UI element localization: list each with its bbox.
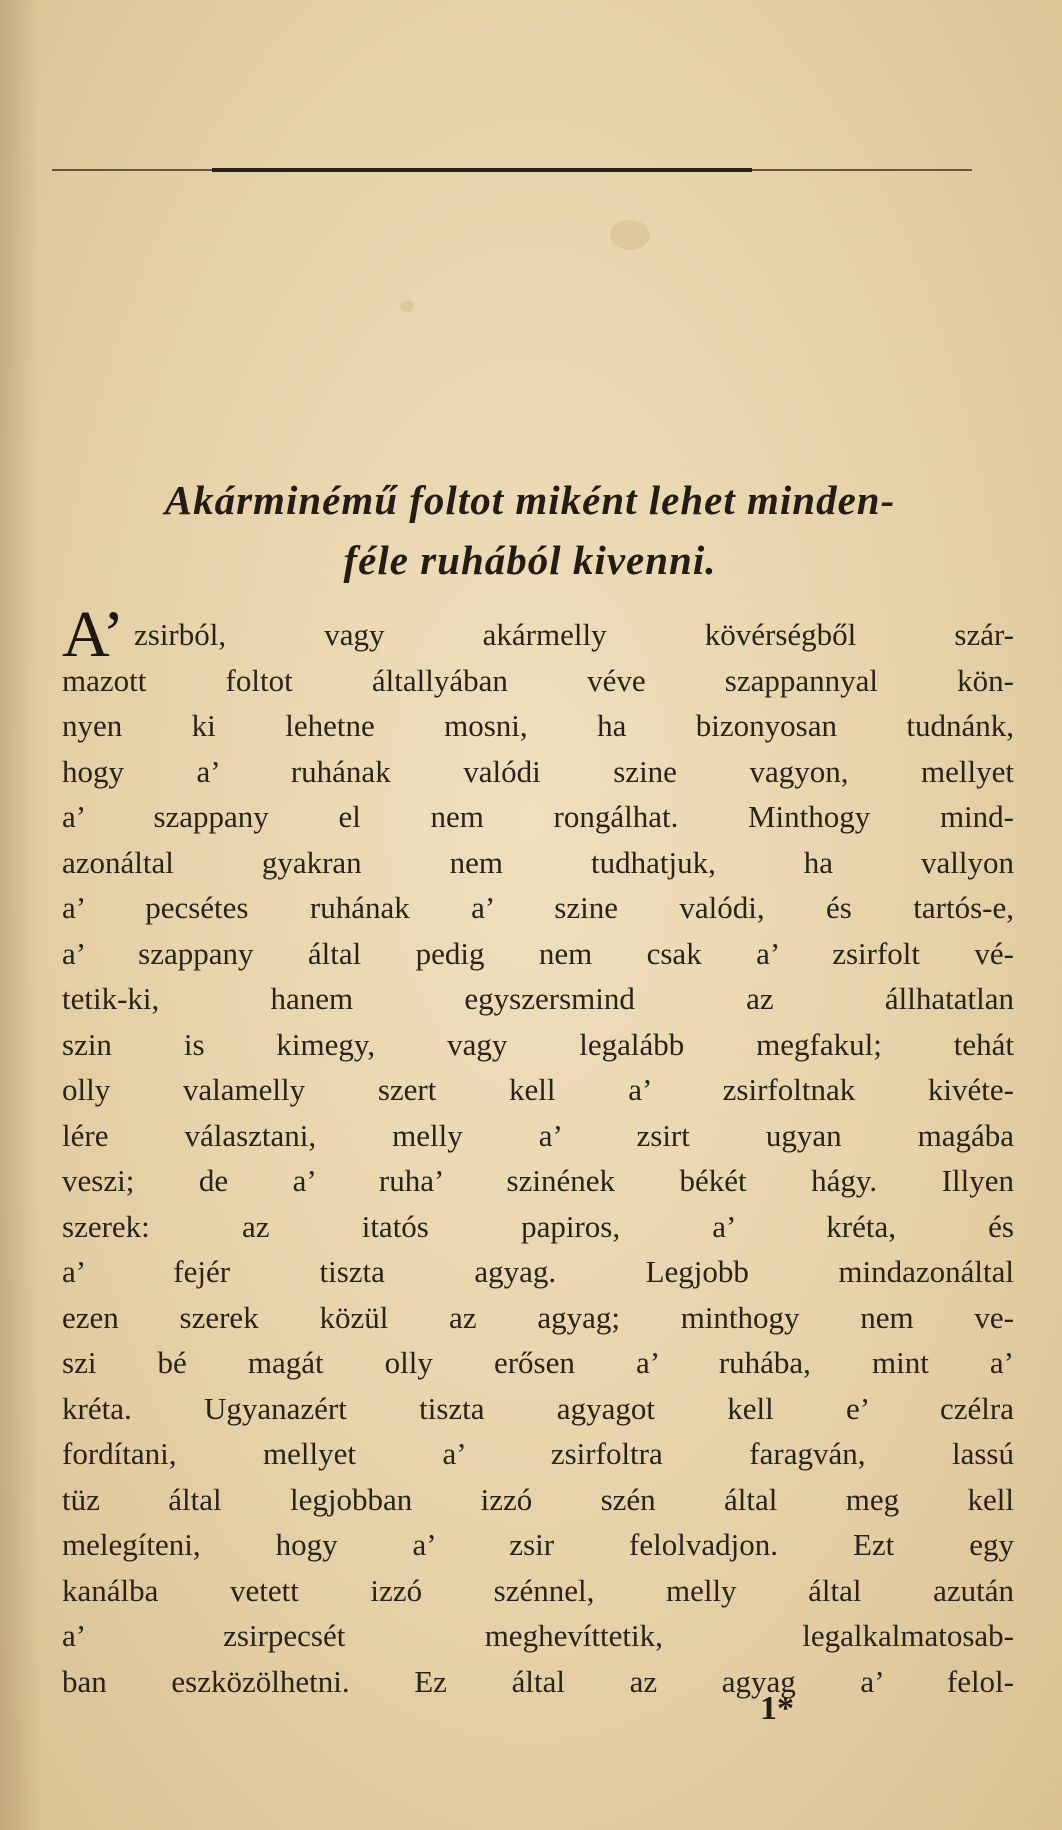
paper-stain xyxy=(610,220,650,250)
text-line: lére választani, melly a’ zsirt ugyan magába xyxy=(62,1117,1014,1153)
text-line: a’ pecsétes ruhának a’ szine valódi, és tartós-e, xyxy=(62,890,1014,925)
text-line: tetik-ki, hanem egyszersmind az állhatatlan xyxy=(62,981,1014,1016)
text-line: a’ szappany által pedig nem csak a’ zsirfolt vé- xyxy=(62,935,1014,971)
text-line: a’ fejér tiszta agyag. Legjobb mindazonáltal xyxy=(62,1254,1014,1289)
text-line: melegíteni, hogy a’ zsir felolvadjon. Ezt egy xyxy=(62,1527,1014,1562)
text-line: szerek: az itatós papiros, a’ kréta, és xyxy=(62,1208,1014,1244)
text-line: kanálba vetett izzó szénnel, melly által azután xyxy=(62,1572,1014,1608)
text-line: szi bé magát olly erősen a’ ruhába, mint a’ xyxy=(62,1345,1014,1380)
text-line: ezen szerek közül az agyag; minthogy nem ve- xyxy=(62,1299,1014,1335)
text-line: nyen ki lehetne mosni, ha bizonyosan tudnánk, xyxy=(62,708,1014,743)
text-line: zsirból, vagy akármelly kövérségből szár- xyxy=(134,617,1014,652)
chapter-title-line: Akárminémű foltot miként lehet minden- xyxy=(164,477,896,523)
text-line: szin is kimegy, vagy legalább megfakul; tehát xyxy=(62,1026,1014,1062)
text-line: a’ zsirpecsét meghevíttetik, legalkalmatosab- xyxy=(62,1618,1014,1653)
text-line: veszi; de a’ ruha’ szinének békét hágy. Illyen xyxy=(62,1163,1014,1198)
body-text xyxy=(62,612,1014,1704)
text-line: hogy a’ ruhának valódi szine vagyon, mellyet xyxy=(62,753,1014,789)
text-line: ban eszközölhetni. Ez által az agyag a’ felol- xyxy=(62,1663,1014,1699)
text-line: fordítani, mellyet a’ zsirfoltra faragván, lassú xyxy=(62,1436,1014,1471)
drop-cap: A’ xyxy=(62,598,125,671)
text-line: azonáltal gyakran nem tudhatjuk, ha vallyon xyxy=(62,844,1014,880)
text-line: olly valamelly szert kell a’ zsirfoltnak kivéte- xyxy=(62,1072,1014,1107)
header-rule xyxy=(52,166,972,174)
binding-shadow xyxy=(0,0,40,1830)
paper-stain xyxy=(400,300,414,312)
text-line: a’ szappany el nem rongálhat. Minthogy mind- xyxy=(62,799,1014,834)
chapter-title-line: féle ruhából kivenni. xyxy=(343,537,717,583)
text-line: mazott foltot általlyában véve szappannyal kön- xyxy=(62,662,1014,698)
signature-mark: 1* xyxy=(760,1690,794,1727)
text-line: kréta. Ugyanazért tiszta agyagot kell e’ czélra xyxy=(62,1390,1014,1426)
chapter-title xyxy=(50,470,1010,590)
text-line: tüz által legjobban izzó szén által meg kell xyxy=(62,1481,1014,1517)
